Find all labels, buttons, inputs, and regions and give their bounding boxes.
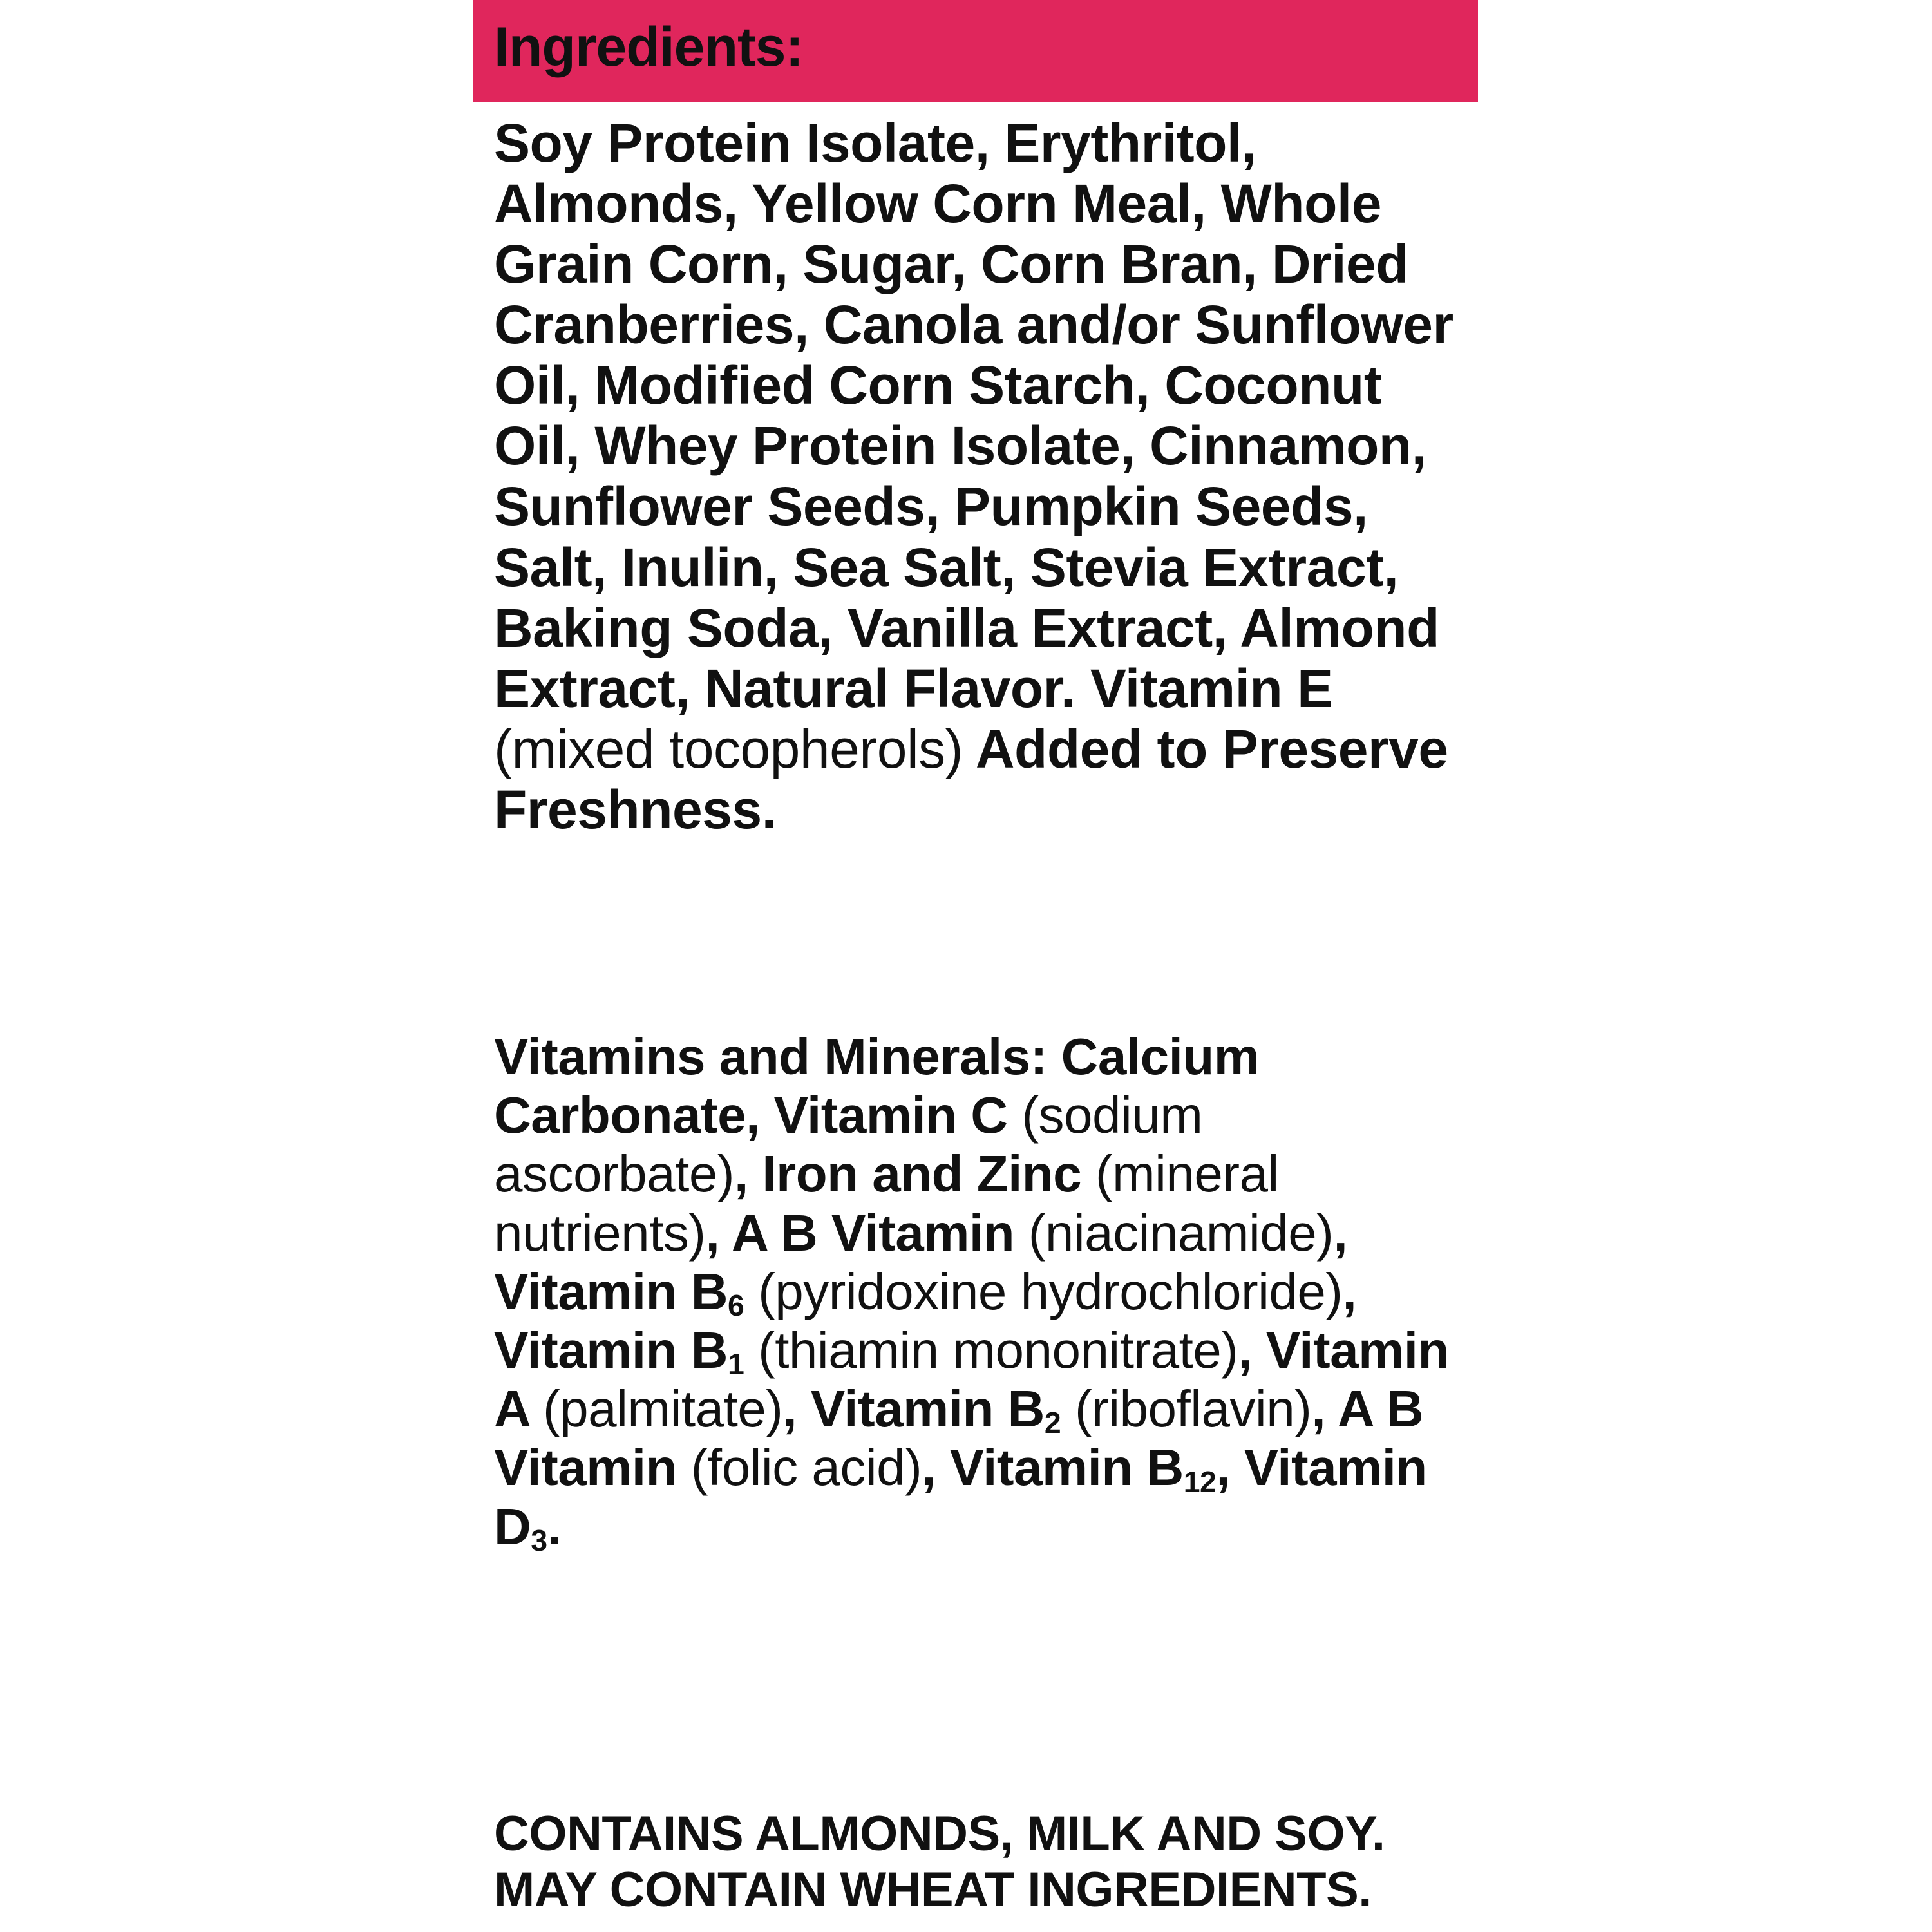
vitamins-segment: (pyridoxine hydrochloride) <box>758 1262 1343 1320</box>
ingredients-paragraph <box>494 113 1460 840</box>
ingredients-freshness-note: Added to Preserve Freshness. <box>494 718 1448 840</box>
vitamins-segment: (sodium ascorbate) <box>494 1086 1203 1203</box>
vitamins-segment: , A B Vitamin <box>705 1204 1028 1262</box>
vitamins-segment: (palmitate) <box>543 1380 783 1438</box>
ingredients-tocopherols-note: (mixed tocopherols) <box>494 718 963 779</box>
ingredients-panel <box>473 0 1478 1932</box>
vitamins-segment: (folic acid) <box>690 1439 922 1497</box>
ingredients-main-text: Soy Protein Isolate, Erythritol, Almonds, Yellow Corn Meal, Whole Grain Corn, Sugar, Corn Bran, Dried Cranberries, Canola and/or Sunflower Oil, Modified Corn Starch, Coconut Oil, Whey Protein Isolate, Cinnamon, Sunflower Seeds, Pumpkin Seeds, Salt, Inulin, Sea Salt, Stevia Extract, Baking Soda, Vanilla Extract, Almond Extract, Natural Flavor. Vitamin E <box>494 113 1454 719</box>
vitamins-segment: , Vitamin A <box>494 1321 1449 1438</box>
page-title: Ingredients: <box>494 16 804 78</box>
vitamins-minerals-list <box>494 1028 1449 1555</box>
ingredients-header-band <box>473 0 1478 102</box>
vitamins-segment: , Iron and Zinc <box>734 1145 1095 1203</box>
vitamins-segment: (mineral nutrients) <box>494 1145 1279 1262</box>
vitamins-segment: , Vitamin $B_1$ <box>494 1262 1357 1381</box>
vitamins-minerals-label: Vitamins and Minerals: <box>494 1028 1047 1085</box>
vitamins-segment: Calcium Carbonate, Vitamin C <box>494 1028 1260 1144</box>
vitamins-segment: (niacinamide) <box>1028 1204 1334 1262</box>
vitamins-segment: (thiamin mononitrate) <box>758 1321 1238 1379</box>
vitamins-minerals-paragraph <box>494 1027 1460 1556</box>
vitamins-segment: (riboflavin) <box>1074 1380 1312 1438</box>
allergen-statement: CONTAINS ALMONDS, MILK AND SOY. MAY CONTAIN WHEAT INGREDIENTS. <box>494 1806 1385 1917</box>
vitamins-segment: , Vitamin $B_2$ <box>782 1380 1061 1440</box>
vitamins-segment: , Vitamin $B_6$ <box>494 1204 1348 1322</box>
vitamins-segment: , A B Vitamin <box>494 1380 1424 1497</box>
vitamins-segment: , Vitamin $B_{12}$, Vitamin $D_3$. <box>494 1439 1427 1557</box>
